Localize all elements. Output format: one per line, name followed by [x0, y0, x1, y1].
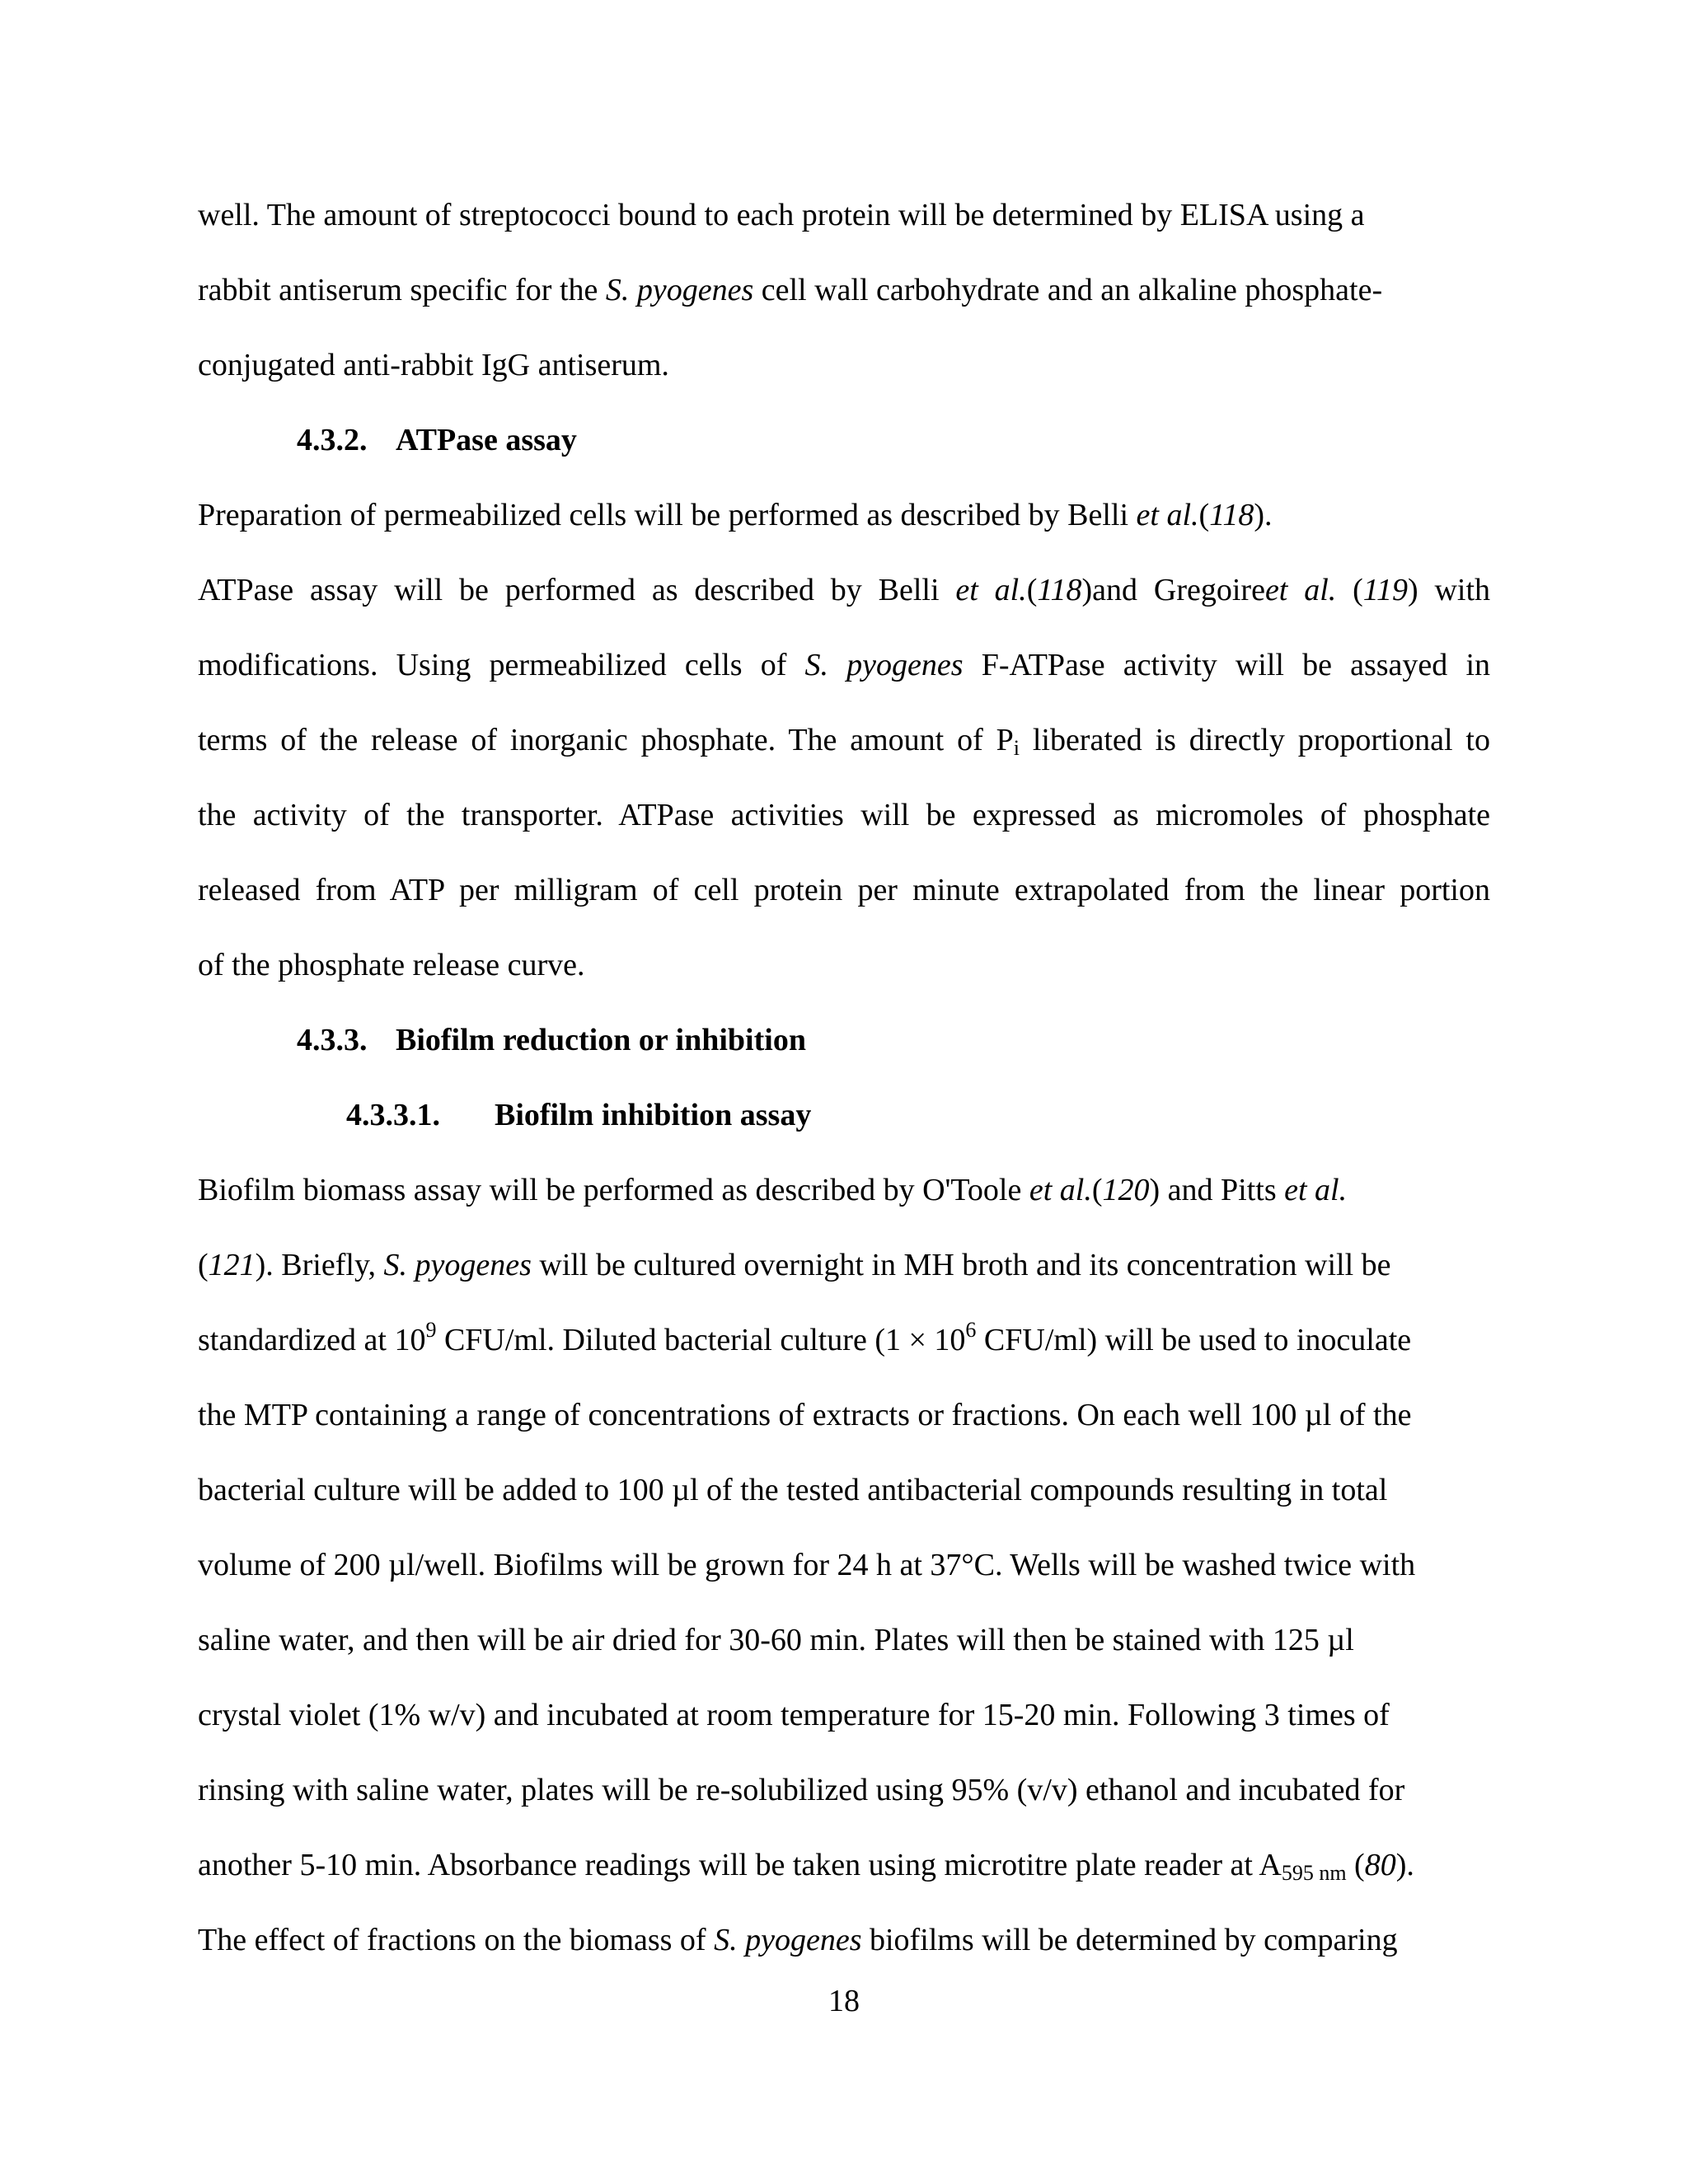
text-run: released from ATP per milligram of cell protein per minute extrapolated from the linear portion	[198, 873, 1490, 907]
text-run: CFU/ml) will be used to inoculate	[976, 1323, 1412, 1357]
text-line	[198, 796, 1490, 834]
text-line	[198, 1546, 1415, 1584]
section-title: Biofilm reduction or inhibition	[396, 1023, 806, 1057]
text-line	[198, 271, 1382, 309]
subscript: i	[1013, 736, 1020, 760]
text-run: conjugated anti-rabbit IgG antiserum.	[198, 348, 669, 382]
citation-etal: et al.	[1264, 573, 1337, 607]
text-run: (	[1198, 498, 1210, 532]
text-line	[198, 871, 1490, 909]
text-run: F-ATPase activity will be assayed in	[963, 648, 1490, 682]
text-run: (	[198, 1248, 209, 1282]
text-run: Preparation of permeabilized cells will be performed as described by Belli	[198, 498, 1137, 532]
subsection-heading-biofilm-inhibition	[346, 1096, 811, 1134]
text-run: ).	[1395, 1848, 1414, 1882]
text-run: the MTP containing a range of concentrations of extracts or fractions. On each well 100 µl of the	[198, 1398, 1412, 1432]
section-heading-biofilm	[297, 1021, 806, 1059]
text-run: will be cultured overnight in MH broth and its concentration will be	[531, 1248, 1391, 1282]
text-run: the activity of the transporter. ATPase activities will be expressed as micromoles of phosphate	[198, 798, 1490, 832]
text-line	[198, 196, 1365, 234]
subscript: 595 nm	[1281, 1861, 1347, 1885]
citation-ref: 121	[208, 1248, 256, 1282]
text-run: saline water, and then will be air dried for 30-60 min. Plates will then be stained with 125 µl	[198, 1623, 1354, 1657]
citation-ref: 118	[1037, 573, 1082, 607]
species-name: S. pyogenes	[714, 1923, 862, 1957]
text-run: ) with	[1407, 573, 1491, 607]
text-run: another 5-10 min. Absorbance readings will be taken using microtitre plate reader at A	[198, 1848, 1282, 1882]
text-run: (	[1336, 573, 1363, 607]
text-run: Biofilm biomass assay will be performed as described by O'Toole	[198, 1173, 1029, 1207]
superscript: 6	[965, 1318, 977, 1342]
species-name: S. pyogenes	[605, 273, 754, 307]
page-number: 18	[828, 1984, 860, 2018]
citation-ref: 118	[1209, 498, 1254, 532]
text-line	[198, 946, 585, 984]
text-run: cell wall carbohydrate and an alkaline phosphate-	[753, 273, 1383, 307]
text-run: (	[1091, 1173, 1103, 1207]
citation-ref: 80	[1364, 1848, 1396, 1882]
text-run: terms of the release of inorganic phosphate. The amount of P	[198, 723, 1014, 757]
citation-ref: 120	[1102, 1173, 1150, 1207]
section-title: ATPase assay	[396, 423, 577, 457]
species-name: S. pyogenes	[383, 1248, 532, 1282]
text-run: ). Briefly,	[255, 1248, 384, 1282]
text-run: (	[1346, 1848, 1365, 1882]
text-line	[198, 721, 1490, 759]
text-run: crystal violet (1% w/v) and incubated at room temperature for 15-20 min. Following 3 times of	[198, 1698, 1390, 1732]
text-line	[198, 346, 669, 384]
section-number: 4.3.2.	[297, 423, 368, 457]
text-run: The effect of fractions on the biomass of	[198, 1923, 715, 1957]
text-run: ATPase assay will be performed as described by Belli	[198, 573, 956, 607]
citation-etal: et al.	[1029, 1173, 1092, 1207]
text-run: bacterial culture will be added to 100 µl of the tested antibacterial compounds resulting in total	[198, 1473, 1388, 1507]
text-line	[198, 1921, 1398, 1959]
text-line	[198, 496, 1273, 534]
section-number: 4.3.3.	[297, 1023, 368, 1057]
text-line	[198, 646, 1490, 684]
text-line	[198, 1396, 1411, 1434]
text-line	[198, 1771, 1404, 1809]
text-run: ) and Pitts	[1149, 1173, 1285, 1207]
text-run: biofilms will be determined by comparing	[861, 1923, 1398, 1957]
section-heading-atpase	[297, 421, 577, 459]
text-line	[198, 1846, 1414, 1884]
text-run: volume of 200 µl/well. Biofilms will be grown for 24 h at 37°C. Wells will be washed twice with	[198, 1548, 1416, 1582]
text-line	[198, 571, 1490, 609]
text-run: well. The amount of streptococci bound to each protein will be determined by ELISA using a	[198, 198, 1365, 232]
text-line	[198, 1246, 1391, 1284]
citation-etal: et al.	[955, 573, 1027, 607]
text-line	[198, 1696, 1390, 1734]
text-run: (	[1026, 573, 1038, 607]
text-run: liberated is directly proportional to	[1019, 723, 1490, 757]
text-run: )and Gregoire	[1081, 573, 1265, 607]
subsection-number: 4.3.3.1.	[346, 1098, 440, 1132]
citation-ref: 119	[1362, 573, 1408, 607]
text-line	[198, 1318, 1412, 1359]
citation-etal: et al.	[1136, 498, 1199, 532]
text-run: standardized at 10	[198, 1323, 426, 1357]
species-name: S. pyogenes	[804, 648, 964, 682]
text-run: rabbit antiserum specific for the	[198, 273, 606, 307]
citation-etal: et al.	[1284, 1173, 1348, 1207]
text-run: rinsing with saline water, plates will be re-solubilized using 95% (v/v) ethanol and incubated for	[198, 1773, 1405, 1807]
text-run: of the phosphate release curve.	[198, 948, 585, 982]
text-line	[198, 1471, 1387, 1509]
subsection-title: Biofilm inhibition assay	[495, 1098, 812, 1132]
superscript: 9	[425, 1318, 437, 1342]
text-run: ).	[1254, 498, 1273, 532]
text-line	[198, 1621, 1354, 1659]
text-run: CFU/ml. Diluted bacterial culture (1 × 10	[436, 1323, 966, 1357]
text-line	[198, 1171, 1347, 1209]
text-run: modifications. Using permeabilized cells of	[198, 648, 805, 682]
